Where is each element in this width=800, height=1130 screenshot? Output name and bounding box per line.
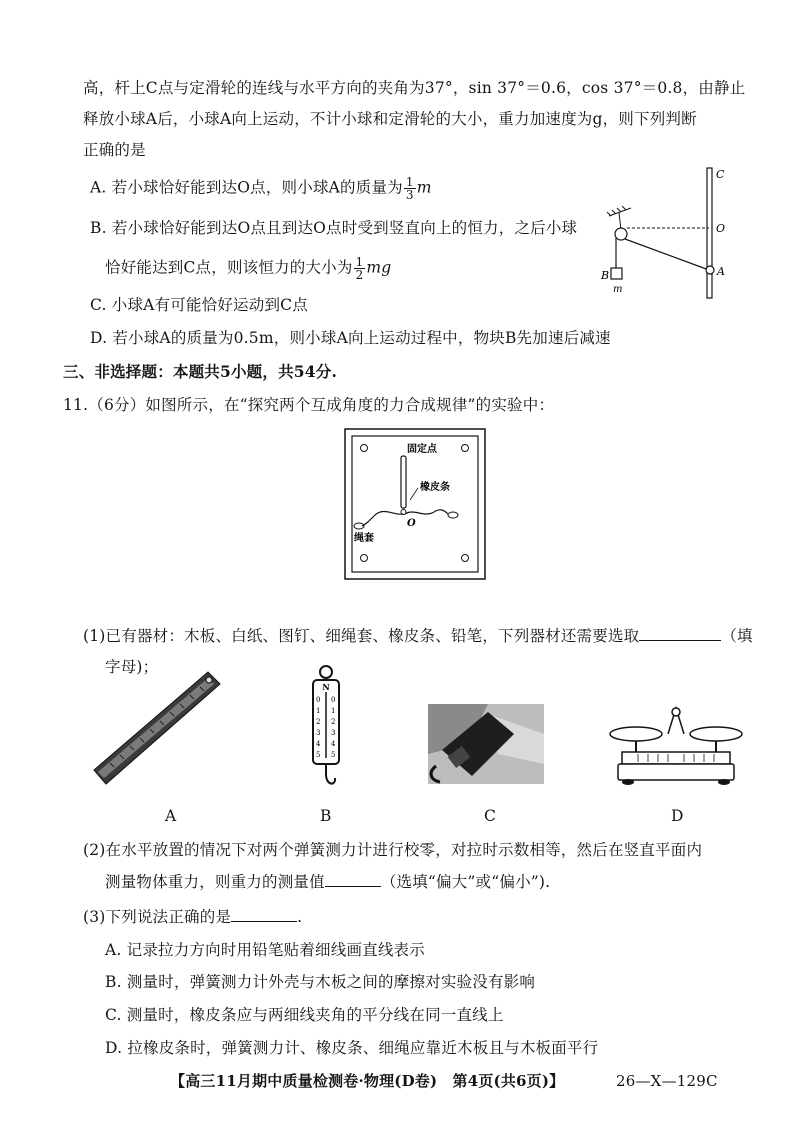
equipment-c-photo [428, 704, 544, 784]
pulley [615, 228, 627, 240]
scale-tick-label: 0 [316, 696, 321, 704]
q10-option-b-text: 恰好能达到C点，则该恒力的大小为 [105, 258, 353, 277]
section-three-heading: 三、非选择题：本题共5小题，共54分. [63, 362, 338, 381]
scale-top-ring [320, 666, 332, 678]
equipment-label-c: C [484, 807, 497, 825]
balance-foot-left [622, 779, 634, 785]
equipment-label-a: A [165, 807, 177, 825]
scale-unit-label: N [322, 682, 330, 692]
equipment-spring-scale [306, 664, 346, 794]
q10-option-a-fraction [404, 176, 416, 201]
ruler-face [98, 678, 214, 778]
scale-tick-label: 4 [331, 740, 336, 748]
q11-part3-stem [83, 907, 302, 927]
q10-option-b-line1: B. 若小球恰好能到达O点且到达O点时受到竖直向上的恒力，之后小球 [90, 219, 578, 237]
rope-to-ball [625, 239, 709, 270]
fraction-denominator: 2 [355, 268, 364, 282]
q10-option-b-fraction [354, 256, 366, 281]
q10-pulley-figure [595, 160, 745, 300]
footer-code: 26—X—129C [616, 1072, 718, 1090]
balance-pan-right [690, 727, 742, 741]
q11-part3-post: . [297, 908, 303, 926]
q11-part2-line2 [105, 872, 550, 892]
balance-foot-right [718, 779, 730, 785]
q10-stem-line2: 释放小球A后，小球A向上运动，不计小球和定滑轮的大小，重力加速度为g，则下列判断 [83, 110, 697, 128]
scale-tick-label: 5 [316, 751, 321, 759]
scale-tick-label: 5 [331, 751, 336, 759]
q11-stem: 11.（6分）如图所示，在“探究两个互成角度的力合成规律”的实验中： [63, 396, 555, 414]
q10-option-a-text: A. 若小球恰好能到达O点，则小球A的质量为 [90, 178, 403, 197]
q10-option-a-unit: m [416, 178, 432, 197]
ball-a [706, 266, 714, 274]
label-m: m [613, 284, 623, 295]
q11-part3-option-c: C. 测量时，橡皮条应与两细线夹角的平分线在同一直线上 [105, 1006, 504, 1024]
vertical-rod [707, 168, 712, 298]
scale-tick-label: 3 [331, 729, 336, 737]
q11-part3-option-a: A. 记录拉力方向时用铅笔贴着细线画直线表示 [105, 941, 425, 959]
block-b [611, 268, 622, 279]
ruler-hole [206, 677, 212, 683]
q10-option-d: D. 若小球A的质量为0.5m，则小球A向上运动过程中，物块B先加速后减速 [90, 329, 611, 347]
fraction-denominator: 3 [405, 188, 414, 202]
q10-stem-line1: 高，杆上C点与定滑轮的连线与水平方向的夹角为37°，sin 37°＝0.6，cos 37°＝0.8，由静止 [83, 79, 746, 97]
equipment-label-d: D [671, 807, 684, 825]
q11-part1-post: （填 [721, 627, 753, 645]
balance-base [618, 764, 734, 780]
q11-part3-option-b: B. 测量时，弹簧测力计外壳与木板之间的摩擦对实验没有影响 [105, 973, 536, 991]
q11-part1-line1 [83, 626, 753, 646]
q11-board-figure [344, 428, 486, 580]
q11-part2-text: 测量物体重力，则重力的测量值 [105, 873, 325, 891]
label-rubber-band: 橡皮条 [420, 482, 450, 493]
balance-knob [672, 708, 680, 716]
label-b: B [601, 269, 610, 282]
scale-tick-label: 1 [316, 707, 321, 715]
board-inner [352, 436, 478, 572]
q11-part3-text: (3)下列说法正确的是 [83, 908, 232, 926]
q11-part2-post: （选填“偏大”或“偏小”). [380, 873, 551, 891]
q11-part2-line1: (2)在水平放置的情况下对两个弹簧测力计进行校零，对拉时示数相等，然后在竖直平面内 [83, 841, 703, 859]
scale-hook [326, 774, 335, 784]
ceiling-hatch [607, 206, 631, 230]
fraction-numerator: 1 [355, 255, 364, 269]
fraction-numerator: 1 [405, 175, 414, 189]
rubber-band [401, 456, 406, 508]
scale-tick-label: 4 [316, 740, 321, 748]
scale-tick-label: 1 [331, 707, 336, 715]
label-fixed-point: 固定点 [407, 444, 437, 455]
scale-tick-label: 2 [331, 718, 336, 726]
label-rope: 绳套 [354, 533, 374, 544]
scale-tick-label: 0 [331, 696, 336, 704]
footer-title: 【高三11月期中质量检测卷·物理(D卷) 第4页(共6页)】 [170, 1072, 565, 1090]
q10-option-c: C. 小球A有可能恰好运动到C点 [90, 296, 308, 314]
scale-tick-label: 3 [316, 729, 321, 737]
q10-option-a [90, 176, 432, 201]
answer-blank[interactable] [231, 907, 297, 922]
q11-part1-text: (1)已有器材：木板、白纸、图钉、细绳套、橡皮条、铅笔，下列器材还需要选取 [83, 627, 640, 645]
q10-option-b-line2 [105, 256, 391, 281]
answer-blank[interactable] [639, 626, 721, 641]
balance-pan-left [610, 727, 662, 741]
equipment-label-b: B [320, 807, 332, 825]
q10-stem-line3: 正确的是 [83, 141, 146, 159]
answer-blank[interactable] [325, 872, 381, 887]
q11-part3-option-d: D. 拉橡皮条时，弹簧测力计、橡皮条、细绳应靠近木板且与木板面平行 [105, 1039, 599, 1057]
label-c: C [716, 168, 725, 181]
scale-tick-label: 2 [316, 718, 321, 726]
label-a: A [717, 265, 725, 278]
q10-option-b-unit: mg [366, 258, 392, 277]
label-o: O [716, 222, 726, 235]
label-o: O [407, 518, 416, 529]
equipment-balance [608, 704, 744, 788]
equipment-ruler [90, 666, 225, 794]
q11-part1-line2: 字母)； [105, 658, 159, 676]
